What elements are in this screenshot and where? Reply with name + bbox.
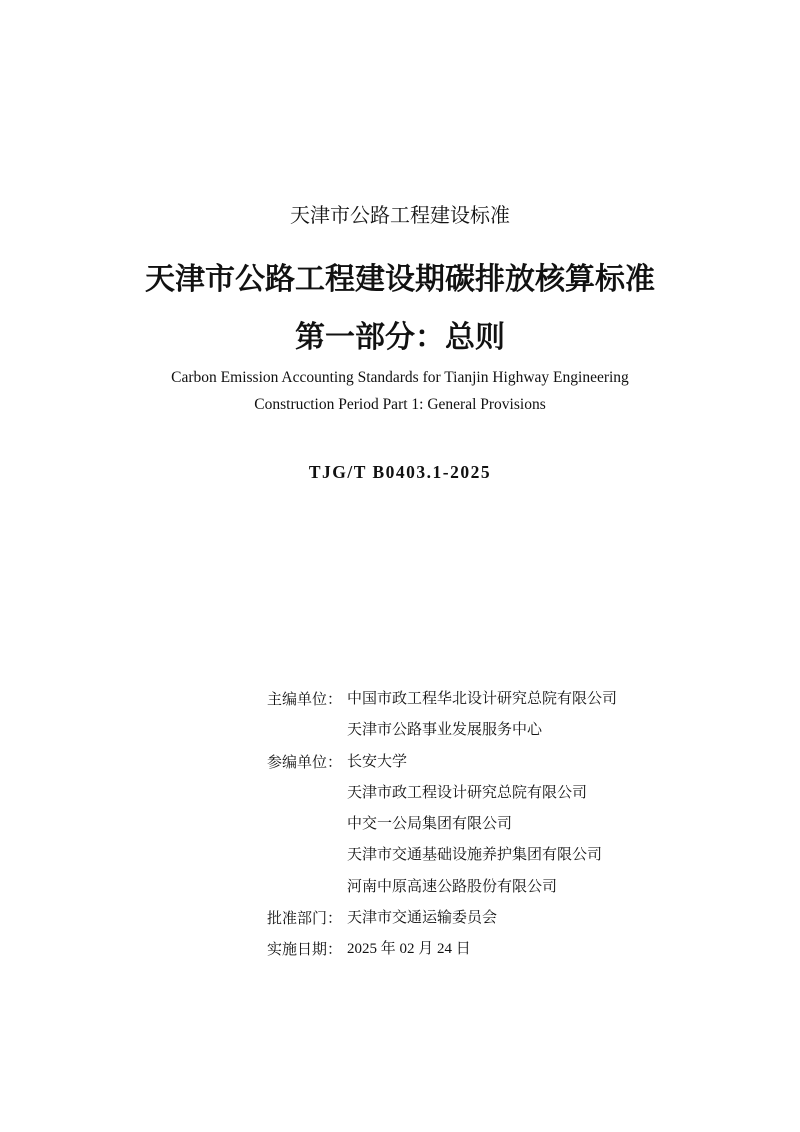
english-title-line-2: Construction Period Part 1: General Provisions: [254, 396, 546, 413]
chief-editor-unit: 中国市政工程华北设计研究总院有限公司: [347, 691, 618, 707]
participating-unit: 天津市交通基础设施养护集团有限公司: [347, 847, 603, 864]
participating-label: 参编单位：: [267, 752, 343, 771]
standard-code: TJG/T B0403.1-2025: [308, 462, 492, 482]
participating-row: [267, 751, 617, 782]
participating-row: [267, 813, 617, 844]
participating-row: [267, 844, 617, 875]
organizations-block: [267, 688, 617, 970]
participating-unit: 天津市政工程设计研究总院有限公司: [347, 784, 588, 801]
chief-editor-row: [267, 688, 617, 719]
chief-editor-unit: 天津市公路事业发展服务中心: [347, 722, 543, 739]
chief-editor-label: 主编单位：: [267, 690, 343, 708]
participating-unit: 中交一公局集团有限公司: [347, 816, 513, 833]
document-title: 天津市公路工程建设期碳排放核算标准: [145, 262, 655, 297]
part-title: 第一部分：总则: [295, 320, 505, 355]
participating-row: [267, 876, 617, 907]
approval-row: [267, 907, 617, 938]
spacer: [267, 782, 347, 813]
date-row: [267, 938, 617, 969]
date-label: 实施日期：: [267, 940, 343, 959]
participating-unit: 河南中原高速公路股份有限公司: [347, 878, 558, 895]
participating-unit: 长安大学: [347, 753, 408, 770]
approval-department: 天津市交通运输委员会: [347, 910, 498, 927]
spacer: [267, 876, 347, 907]
spacer: [267, 844, 347, 875]
spacer: [267, 813, 347, 844]
implementation-date: 2025 年 02 月 24 日: [347, 941, 471, 958]
series-title: 天津市公路工程建设标准: [290, 203, 510, 227]
approval-label: 批准部门：: [267, 909, 343, 928]
spacer: [267, 719, 347, 750]
english-title-line-1: Carbon Emission Accounting Standards for Tianjin Highway Engineering: [171, 369, 629, 386]
participating-row: [267, 782, 617, 813]
chief-editor-row: [267, 719, 617, 750]
